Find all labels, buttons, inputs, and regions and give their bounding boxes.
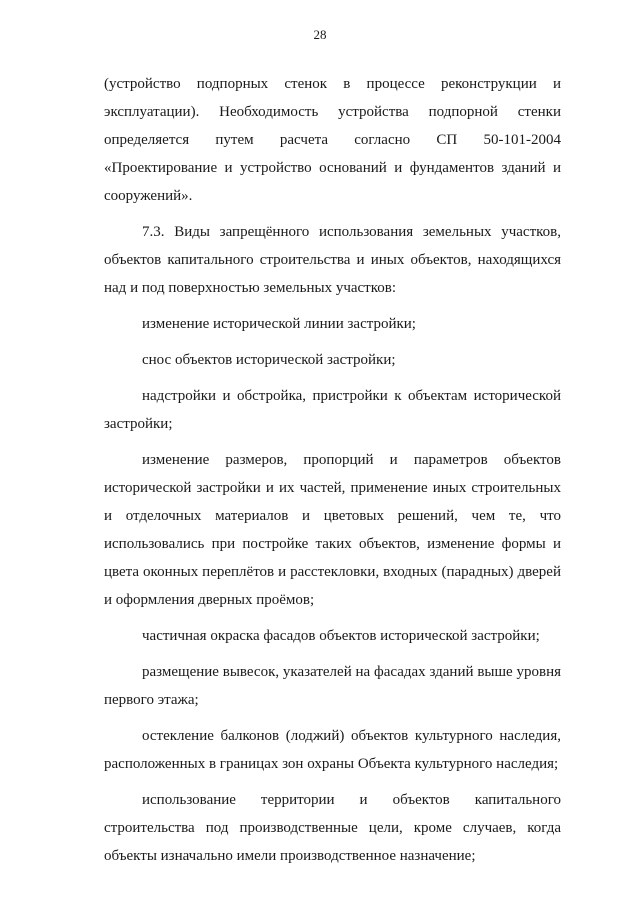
list-item: изменение размеров, пропорций и параметров объектов исторической застройки и их частей, применение иных строительных и отделочных материалов и цветовых решений, чем те, что использовались при постройке таких объектов, изменение формы и цвета оконных переплётов и расстекловки, входных (парадных) дверей и оформления дверных проёмов;: [104, 452, 561, 608]
list-item: изменение исторической линии застройки;: [142, 316, 416, 332]
document-body: [104, 70, 561, 878]
page-number: 28: [313, 27, 327, 42]
paragraph-continuation: (устройство подпорных стенок в процессе реконструкции и эксплуатации). Необходимость устройства подпорной стенки определяется путем расчета согласно СП 50-101-2004 «Проектирование и устройство оснований и фундаментов зданий и сооружений».: [104, 76, 561, 204]
list-item: частичная окраска фасадов объектов исторической застройки;: [142, 628, 540, 644]
list-item: использование территории и объектов капитального строительства под производственные цели, кроме случаев, когда объекты изначально имели производственное назначение;: [104, 792, 561, 864]
list-item: остекление балконов (лоджий) объектов культурного наследия, расположенных в границах зон охраны Объекта культурного наследия;: [104, 728, 561, 772]
list-item: размещение вывесок, указателей на фасадах зданий выше уровня первого этажа;: [104, 664, 561, 708]
list-item: снос объектов исторической застройки;: [142, 352, 396, 368]
list-item: надстройки и обстройка, пристройки к объектам исторической застройки;: [104, 388, 561, 432]
paragraph-section-7-3: 7.3. Виды запрещённого использования земельных участков, объектов капитального строительства и иных объектов, находящихся над и под поверхностью земельных участков:: [104, 224, 561, 296]
